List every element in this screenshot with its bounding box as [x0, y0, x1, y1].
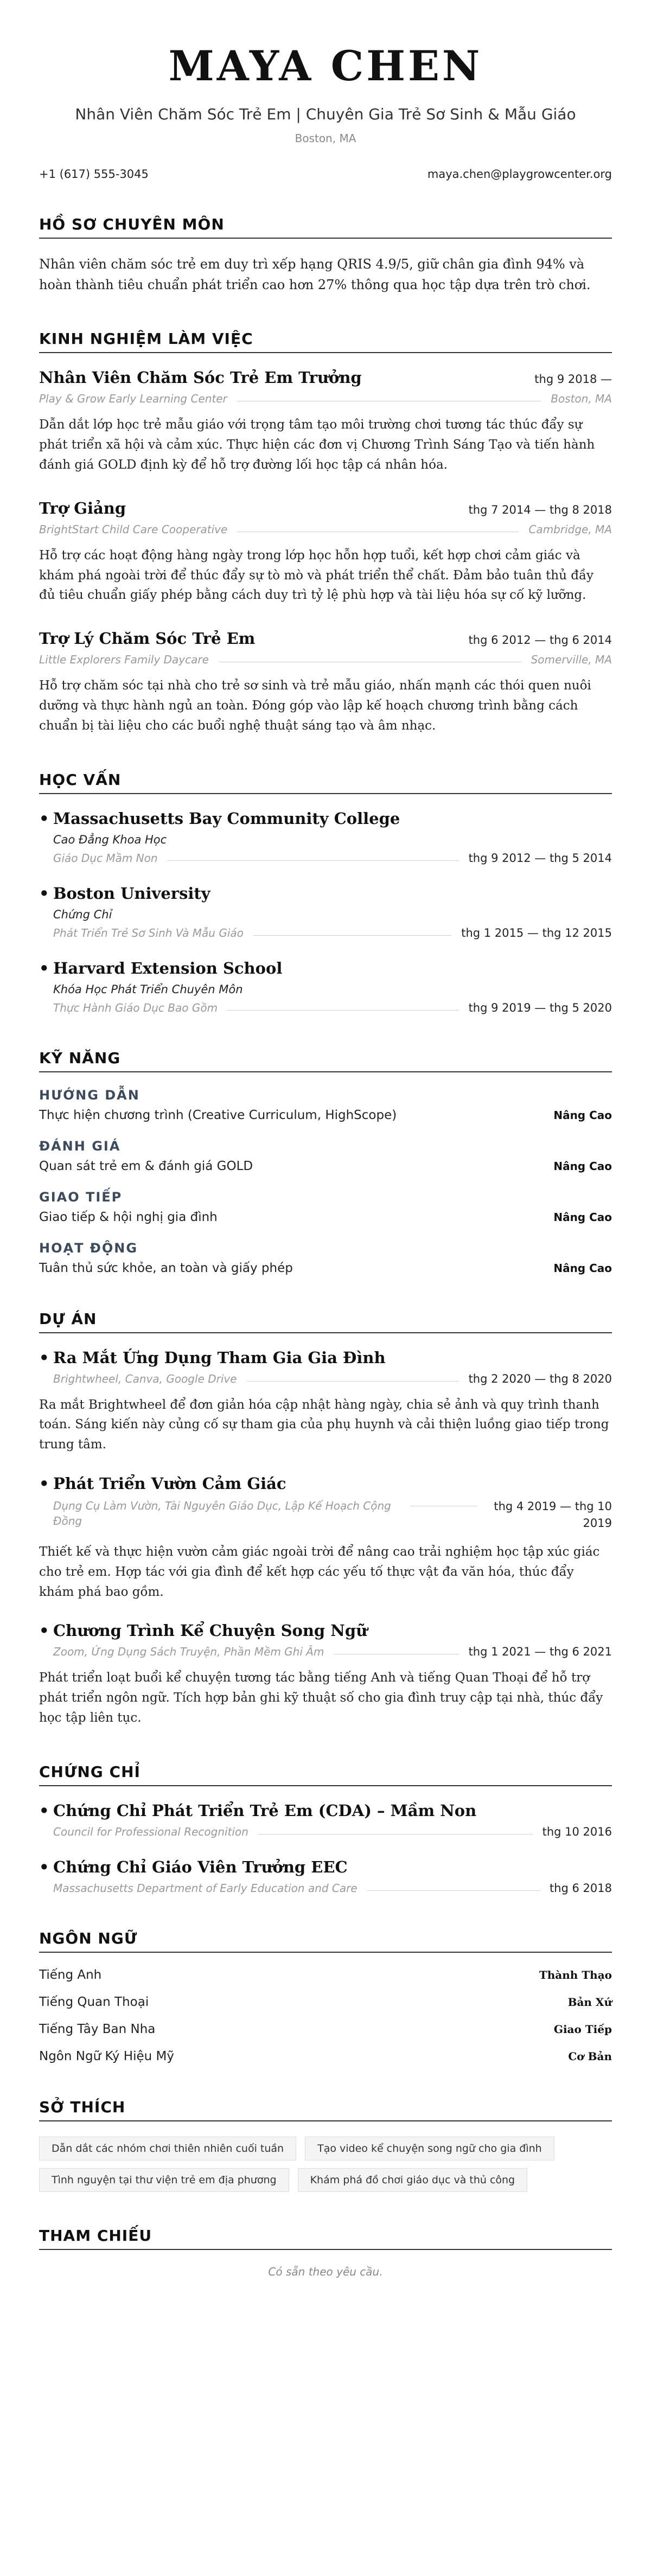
interests-section: [39, 2098, 612, 2192]
language-level: Bản Xứ: [567, 1995, 612, 2009]
job-title: Nhân Viên Chăm Sóc Trẻ Em Trưởng: [39, 368, 362, 387]
education-date: thg 9 2012 — thg 5 2014: [468, 851, 612, 865]
skills-section: [39, 1049, 612, 1275]
email-address: maya.chen@playgrowcenter.org: [427, 167, 612, 181]
project-date: thg 4 2019 — thg 10 2019: [494, 1499, 612, 1530]
language-name: Tiếng Anh: [39, 1967, 102, 1982]
job-date: thg 7 2014 — thg 8 2018: [468, 503, 612, 516]
certifications-section: [39, 1763, 612, 1895]
leader-line: [253, 935, 451, 936]
education-section: [39, 771, 612, 1014]
language-row: [39, 1995, 612, 2009]
section-title: HỒ SƠ CHUYÊN MÔN: [39, 215, 612, 239]
candidate-name: MAYA CHEN: [168, 42, 483, 90]
education-entry: [39, 809, 612, 865]
language-row: [39, 2022, 612, 2036]
education-date: thg 1 2015 — thg 12 2015: [461, 926, 612, 939]
job-title: Trợ Lý Chăm Sóc Trẻ Em: [39, 629, 256, 648]
job-date: thg 6 2012 — thg 6 2014: [468, 634, 612, 647]
phone-number: +1 (617) 555-3045: [39, 167, 149, 181]
certification-entry: [39, 1858, 612, 1895]
section-title: SỞ THÍCH: [39, 2098, 612, 2121]
skill-category: ĐÁNH GIÁ: [39, 1138, 121, 1154]
job-entry: [39, 368, 612, 475]
field-of-study: Giáo Dục Mầm Non: [53, 851, 158, 865]
language-level: Thành Thạo: [539, 1968, 612, 1981]
language-row: [39, 2049, 612, 2063]
skill-category: GIAO TIẾP: [39, 1189, 123, 1205]
project-name: • Phát Triển Vườn Cảm Giác: [39, 1474, 612, 1493]
skill-name: Quan sát trẻ em & đánh giá GOLD: [39, 1159, 253, 1173]
project-description: Ra mắt Brightwheel để đơn giản hóa cập nhật hàng ngày, chia sẻ ảnh và quy trình thanh toán. Sáng kiến này củng cố sự tham gia của phụ huynh và cải thiện luồng giao tiếp trong trung tâm.: [39, 1397, 609, 1452]
field-of-study: Phát Triển Trẻ Sơ Sinh Và Mẫu Giáo: [53, 926, 244, 939]
skill-level: Nâng Cao: [553, 1108, 612, 1122]
degree-name: Khóa Học Phát Triển Chuyên Môn: [53, 982, 243, 996]
interest-tag: Tình nguyện tại thư viện trẻ em địa phương: [39, 2168, 289, 2192]
skill-name: Giao tiếp & hội nghị gia đình: [39, 1210, 218, 1224]
job-company: Little Explorers Family Daycare: [39, 653, 209, 667]
project-entry: [39, 1621, 612, 1728]
section-title: NGÔN NGỮ: [39, 1929, 612, 1953]
skill-group: [39, 1190, 612, 1224]
job-entry: [39, 629, 612, 736]
school-name: • Harvard Extension School: [39, 959, 612, 977]
job-company: BrightStart Child Care Cooperative: [39, 522, 228, 536]
language-name: Tiếng Tây Ban Nha: [39, 2022, 156, 2036]
job-description: Dẫn dắt lớp học trẻ mẫu giáo với trọng tâm tạo môi trường chơi tương tác thúc đẩy sự phát triển xã hội và cảm xúc. Thực hiện các đơn vị Chương Trình Sáng Tạo và tiến hành đánh giá GOLD định kỳ để hỗ trợ đường lối học tập cá nhân hóa.: [39, 418, 595, 472]
certification-date: thg 6 2018: [549, 1881, 612, 1895]
interest-tag: Dẫn dắt các nhóm chơi thiên nhiên cuối tuần: [39, 2137, 296, 2160]
skill-category: HƯỚNG DẪN: [39, 1087, 140, 1103]
candidate-headline: Nhân Viên Chăm Sóc Trẻ Em | Chuyên Gia Trẻ Sơ Sinh & Mẫu Giáo: [75, 105, 576, 123]
references-section: [39, 2227, 612, 2278]
certification-issuer: Council for Professional Recognition: [53, 1825, 248, 1838]
section-title: DỰ ÁN: [39, 1310, 612, 1333]
projects-section: [39, 1310, 612, 1728]
project-name: • Ra Mắt Ứng Dụng Tham Gia Gia Đình: [39, 1348, 612, 1367]
section-title: CHỨNG CHỈ: [39, 1763, 612, 1786]
job-description: Hỗ trợ các hoạt động hàng ngày trong lớp học hỗn hợp tuổi, kết hợp chơi cảm giác và khám phá ngoài trời để thúc đẩy sự tò mò và phát triển thể chất. Đảm bảo tuân thủ đầy đủ tiêu chuẩn giấy phép bằng cách duy trì tỷ lệ phù hợp và tài liệu hóa sự cố kỹ lưỡng.: [39, 548, 594, 603]
language-name: Ngôn Ngữ Ký Hiệu Mỹ: [39, 2049, 174, 2063]
skill-group: [39, 1088, 612, 1122]
profile-summary: Nhân viên chăm sóc trẻ em duy trì xếp hạng QRIS 4.9/5, giữ chân gia đình 94% và hoàn thành tiêu chuẩn phát triển cao hơn 27% thông qua học tập dựa trên trò chơi.: [39, 256, 591, 292]
section-title: KINH NGHIỆM LÀM VIỆC: [39, 330, 612, 353]
experience-section: [39, 330, 612, 736]
skill-level: Nâng Cao: [553, 1159, 612, 1173]
language-level: Giao Tiếp: [553, 2022, 612, 2036]
project-description: Phát triển loạt buổi kể chuyện tương tác bằng tiếng Anh và tiếng Quan Thoại để hỗ trợ phát triển ngôn ngữ. Tích hợp bản ghi kỹ thuật số cho gia đình truy cập tại nhà, thúc đẩy học tập liên tục.: [39, 1671, 603, 1725]
language-name: Tiếng Quan Thoại: [39, 1995, 149, 2009]
job-company: Play & Grow Early Learning Center: [39, 392, 227, 406]
field-of-study: Thực Hành Giáo Dục Bao Gồm: [53, 1001, 218, 1014]
project-entry: [39, 1474, 612, 1602]
leader-line: [168, 860, 459, 861]
certification-entry: [39, 1801, 612, 1838]
resume-header: [39, 43, 612, 145]
contact-row: [39, 168, 612, 181]
degree-name: Cao Đẳng Khoa Học: [53, 833, 167, 846]
project-tools: Zoom, Ứng Dụng Sách Truyện, Phần Mềm Ghi Âm: [53, 1645, 324, 1659]
languages-section: [39, 1929, 612, 2063]
skill-category: HOẠT ĐỘNG: [39, 1240, 138, 1256]
references-text: Có sẵn theo yêu cầu.: [268, 2265, 383, 2278]
certification-issuer: Massachusetts Department of Early Education and Care: [53, 1881, 358, 1895]
project-tools: Dụng Cụ Làm Vườn, Tài Nguyên Giáo Dục, Lập Kế Hoạch Cộng Đồng: [53, 1499, 391, 1527]
certification-name: • Chứng Chỉ Giáo Viên Trưởng EEC: [39, 1858, 612, 1876]
education-entry: [39, 959, 612, 1014]
job-description: Hỗ trợ chăm sóc tại nhà cho trẻ sơ sinh và trẻ mẫu giáo, nhấn mạnh các thói quen nuôi dưỡng và thực hành ngủ an toàn. Đóng góp vào lập kế hoạch chương trình bằng cách chuẩn bị tài liệu cho các buổi nghệ thuật sáng tạo và âm nhạc.: [39, 679, 591, 733]
profile-section: [39, 215, 612, 296]
section-title: HỌC VẤN: [39, 771, 612, 794]
skill-level: Nâng Cao: [553, 1261, 612, 1275]
project-tools: Brightwheel, Canva, Google Drive: [53, 1372, 237, 1385]
project-description: Thiết kế và thực hiện vườn cảm giác ngoài trời để nâng cao trải nghiệm học tập xúc giác cho trẻ em. Hợp tác với gia đình để kết hợp các yếu tố thực vật đa văn hóa, thúc đẩy khám phá bao gồm.: [39, 1544, 600, 1599]
project-entry: [39, 1348, 612, 1455]
skill-level: Nâng Cao: [553, 1210, 612, 1224]
skill-name: Thực hiện chương trình (Creative Curriculum, HighScope): [39, 1108, 397, 1122]
skill-name: Tuân thủ sức khỏe, an toàn và giấy phép: [39, 1261, 293, 1275]
interest-tag: Khám phá đồ chơi giáo dục và thủ công: [298, 2168, 528, 2192]
job-location: Boston, MA: [551, 392, 612, 406]
leader-line: [227, 1010, 459, 1011]
job-title: Trợ Giảng: [39, 498, 126, 517]
certification-date: thg 10 2016: [542, 1825, 612, 1838]
interest-tags: [39, 2137, 612, 2192]
certification-name: • Chứng Chỉ Phát Triển Trẻ Em (CDA) – Mầm Non: [39, 1801, 612, 1820]
school-name: • Boston University: [39, 884, 612, 903]
section-title: THAM CHIẾU: [39, 2227, 612, 2250]
job-location: Cambridge, MA: [528, 522, 612, 536]
interest-tag: Tạo video kể chuyện song ngữ cho gia đình: [305, 2137, 554, 2160]
leader-line: [367, 1890, 540, 1891]
education-entry: [39, 884, 612, 939]
degree-name: Chứng Chỉ: [53, 907, 112, 921]
skill-group: [39, 1241, 612, 1275]
project-name: • Chương Trình Kể Chuyện Song Ngữ: [39, 1621, 612, 1640]
candidate-location: Boston, MA: [295, 131, 356, 145]
project-date: thg 1 2021 — thg 6 2021: [468, 1645, 612, 1659]
section-title: KỸ NĂNG: [39, 1049, 612, 1072]
project-date: thg 2 2020 — thg 8 2020: [468, 1372, 612, 1385]
skill-group: [39, 1139, 612, 1173]
job-entry: [39, 499, 612, 605]
job-date: thg 9 2018 —: [534, 373, 612, 386]
job-location: Somerville, MA: [531, 653, 612, 667]
language-row: [39, 1968, 612, 1982]
leader-line: [247, 1381, 459, 1382]
language-level: Cơ Bản: [568, 2049, 612, 2063]
school-name: • Massachusetts Bay Community College: [39, 809, 612, 828]
education-date: thg 9 2019 — thg 5 2020: [468, 1001, 612, 1014]
